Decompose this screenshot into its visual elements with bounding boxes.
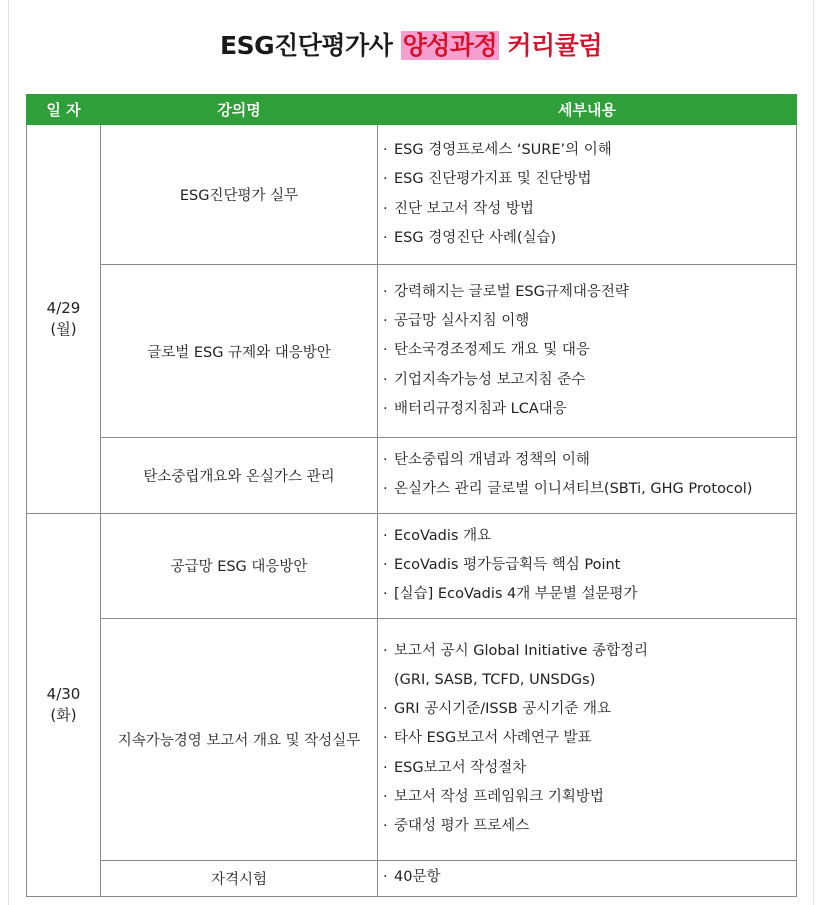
- detail-cell: [378, 125, 797, 265]
- detail-text: 탄소국경조정제도 개요 및 대응: [394, 342, 590, 359]
- detail-item: [383, 637, 796, 666]
- header-detail: 세부내용: [378, 95, 797, 125]
- detail-item: [383, 307, 796, 336]
- header-row: [27, 95, 797, 125]
- detail-item: [383, 580, 796, 609]
- detail-continuation: (GRI, SASB, TCFD, UNSDGs): [394, 671, 596, 688]
- title-highlight: 양성과정: [402, 31, 498, 60]
- detail-text: 보고서 작성 프레임워크 기획방법: [394, 789, 604, 806]
- detail-item: [383, 278, 796, 307]
- detail-text: ESG 경영프로세스 ‘SURE’의 이해: [394, 141, 612, 158]
- detail-item: [383, 165, 796, 194]
- detail-item: [383, 195, 796, 224]
- detail-text: 강력해지는 글로벌 ESG규제대응전략: [394, 283, 629, 300]
- detail-text: GRI 공시기준/ISSB 공시기준 개요: [394, 701, 612, 718]
- detail-text: 진단 보고서 작성 방법: [394, 200, 534, 217]
- detail-item: [383, 366, 796, 395]
- detail-text: EcoVadis 개요: [394, 527, 492, 544]
- detail-item: [383, 695, 796, 724]
- detail-cell: [378, 438, 797, 514]
- weekday-text: (월): [50, 319, 77, 338]
- bullet-dot: ·: [383, 452, 388, 468]
- bullet-dot: ·: [383, 171, 388, 188]
- title-part2: 커리큘럼: [499, 31, 602, 60]
- detail-text: ESG 진단평가지표 및 진단방법: [394, 171, 592, 188]
- header-date: 일 자: [27, 95, 101, 125]
- detail-item: [383, 475, 796, 504]
- detail-item: [383, 783, 796, 812]
- detail-text: 배터리규정지침과 LCA대응: [394, 400, 567, 417]
- bullet-dot: ·: [383, 586, 388, 603]
- date-cell: [27, 125, 101, 514]
- detail-cell: [378, 860, 797, 896]
- detail-text: 중대성 평가 프로세스: [394, 818, 530, 835]
- bullet-dot: ·: [383, 759, 388, 776]
- detail-item: [383, 136, 796, 165]
- detail-cell: [378, 513, 797, 618]
- detail-text: 타사 ESG보고서 사례연구 발표: [394, 730, 592, 747]
- title-part1: ESG진단평가사: [220, 31, 401, 60]
- table-row: [27, 438, 797, 514]
- bullet-dot: ·: [383, 141, 388, 158]
- page-frame-left: [8, 0, 9, 905]
- bullet-dot: ·: [383, 818, 388, 835]
- detail-item: [383, 812, 796, 841]
- detail-item: [383, 863, 796, 892]
- bullet-dot: ·: [383, 789, 388, 806]
- lecture-name: ESG진단평가 실무: [101, 125, 378, 265]
- detail-text: 보고서 공시 Global Initiative 종합정리: [394, 642, 649, 659]
- detail-text: ESG 경영진단 사례(실습): [394, 229, 557, 246]
- bullet-dot: ·: [383, 200, 388, 217]
- bullet-dot: ·: [383, 869, 388, 886]
- detail-item: [383, 336, 796, 365]
- date-text: 4/30: [46, 684, 81, 703]
- detail-text: 온실가스 관리 글로벌 이니셔티브(SBTi, GHG Protocol): [394, 481, 753, 498]
- bullet-dot: ·: [383, 701, 388, 718]
- lecture-name: 자격시험: [101, 860, 378, 896]
- table-row: [27, 618, 797, 860]
- detail-item: [383, 446, 796, 475]
- detail-text: [실습] EcoVadis 4개 부문별 설문평가: [394, 586, 638, 603]
- detail-text: 40문항: [394, 869, 441, 886]
- bullet-dot: ·: [383, 342, 388, 359]
- lecture-name: 공급망 ESG 대응방안: [101, 513, 378, 618]
- table-row: [27, 125, 797, 265]
- detail-text: 기업지속가능성 보고지침 준수: [394, 371, 586, 388]
- table-row: [27, 860, 797, 896]
- detail-cell: [378, 265, 797, 438]
- bullet-dot: ·: [383, 730, 388, 747]
- detail-text: ESG보고서 작성절차: [394, 759, 527, 776]
- bullet-dot: ·: [383, 481, 388, 498]
- bullet-dot: ·: [383, 313, 388, 330]
- bullet-dot: ·: [383, 400, 388, 417]
- weekday-text: (화): [50, 705, 77, 724]
- detail-item: [383, 522, 796, 551]
- bullet-dot: ·: [383, 371, 388, 388]
- page-frame-right: [813, 0, 814, 905]
- detail-item: [383, 551, 796, 580]
- detail-item: [383, 754, 796, 783]
- page-title: [0, 26, 822, 66]
- bullet-dot: ·: [383, 556, 388, 573]
- date-text: 4/29: [46, 298, 81, 317]
- curriculum-table: [26, 94, 797, 897]
- table-row: [27, 513, 797, 618]
- detail-item: [383, 395, 796, 424]
- lecture-name: 지속가능경영 보고서 개요 및 작성실무: [101, 618, 378, 860]
- table-row: [27, 265, 797, 438]
- bullet-dot: ·: [383, 527, 388, 544]
- bullet-dot: ·: [383, 642, 388, 659]
- detail-cell: [378, 618, 797, 860]
- header-lecture: 강의명: [101, 95, 378, 125]
- bullet-dot: ·: [383, 283, 388, 300]
- date-cell: [27, 513, 101, 896]
- detail-text: 탄소중립의 개념과 정책의 이해: [394, 452, 590, 468]
- bullet-dot: ·: [383, 229, 388, 246]
- detail-item: [383, 724, 796, 753]
- detail-text: EcoVadis 평가등급획득 핵심 Point: [394, 556, 621, 573]
- lecture-name: 글로벌 ESG 규제와 대응방안: [101, 265, 378, 438]
- detail-text: 공급망 실사지침 이행: [394, 313, 530, 330]
- lecture-name: 탄소중립개요와 온실가스 관리: [101, 438, 378, 514]
- detail-item: [383, 224, 796, 253]
